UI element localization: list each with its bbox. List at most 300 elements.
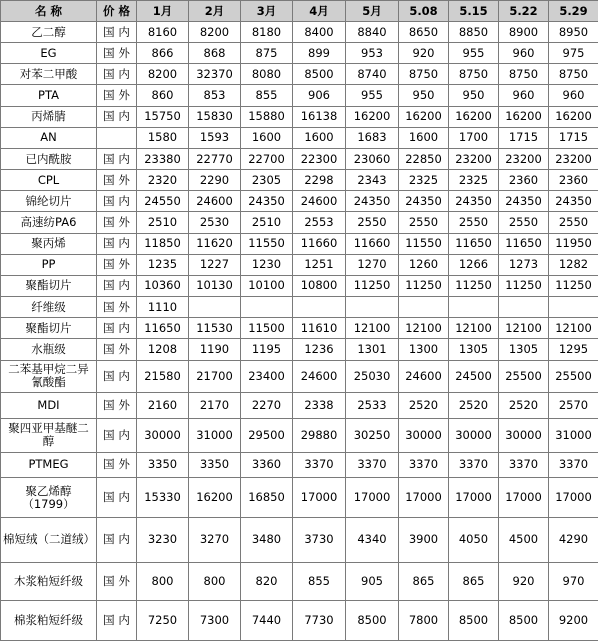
price-cell: 8650 <box>399 22 449 43</box>
price-cell <box>241 297 293 318</box>
price-cell: 7300 <box>189 600 241 640</box>
price-cell <box>549 297 598 318</box>
price-cell: 800 <box>189 562 241 600</box>
product-name-cell: AN <box>1 127 97 148</box>
price-cell: 899 <box>293 43 346 64</box>
price-cell: 29500 <box>241 418 293 452</box>
price-cell: 2550 <box>399 212 449 233</box>
price-cell: 1195 <box>241 339 293 360</box>
price-cell: 15330 <box>137 477 189 517</box>
price-cell: 2520 <box>499 393 549 418</box>
product-name-cell: 聚四亚甲基醚二醇 <box>1 418 97 452</box>
market-cell <box>97 127 137 148</box>
table-row <box>1 170 598 191</box>
price-cell: 950 <box>449 85 499 106</box>
price-cell: 30250 <box>346 418 399 452</box>
price-cell <box>346 297 399 318</box>
price-cell: 24600 <box>399 360 449 393</box>
price-cell: 8950 <box>549 22 598 43</box>
table-row <box>1 106 598 127</box>
price-cell: 11650 <box>499 233 549 254</box>
price-cell: 12100 <box>499 318 549 339</box>
price-cell: 8750 <box>449 64 499 85</box>
product-name-cell: 二苯基甲烷二异氰酸酯 <box>1 360 97 393</box>
price-cell: 17000 <box>293 477 346 517</box>
price-cell: 975 <box>549 43 598 64</box>
price-cell: 1683 <box>346 127 399 148</box>
price-cell: 1715 <box>549 127 598 148</box>
price-cell: 8180 <box>241 22 293 43</box>
price-cell: 2343 <box>346 170 399 191</box>
table-row <box>1 418 598 452</box>
price-cell: 955 <box>449 43 499 64</box>
header-month: 3月 <box>241 1 293 22</box>
price-cell: 1236 <box>293 339 346 360</box>
price-cell: 11250 <box>549 275 598 296</box>
header-name: 名 称 <box>1 1 97 22</box>
price-cell: 800 <box>137 562 189 600</box>
price-cell: 23060 <box>346 148 399 169</box>
product-name-cell: 丙烯腈 <box>1 106 97 127</box>
price-cell: 11250 <box>399 275 449 296</box>
table-row <box>1 148 598 169</box>
price-cell: 11660 <box>346 233 399 254</box>
price-cell: 1700 <box>449 127 499 148</box>
price-cell: 22850 <box>399 148 449 169</box>
price-cell: 3900 <box>399 518 449 562</box>
price-cell: 1305 <box>499 339 549 360</box>
price-cell: 15830 <box>189 106 241 127</box>
price-cell: 1190 <box>189 339 241 360</box>
header-month: 2月 <box>189 1 241 22</box>
price-cell: 1260 <box>399 254 449 275</box>
price-cell: 953 <box>346 43 399 64</box>
price-cell: 11550 <box>241 233 293 254</box>
price-cell: 2325 <box>449 170 499 191</box>
price-cell: 906 <box>293 85 346 106</box>
price-cell: 22770 <box>189 148 241 169</box>
price-cell: 4500 <box>499 518 549 562</box>
market-cell: 国 内 <box>97 64 137 85</box>
price-cell: 25030 <box>346 360 399 393</box>
price-cell: 21580 <box>137 360 189 393</box>
market-cell: 国 外 <box>97 254 137 275</box>
price-cell: 2550 <box>549 212 598 233</box>
price-cell: 2553 <box>293 212 346 233</box>
price-cell: 1600 <box>399 127 449 148</box>
product-name-cell: 锦纶切片 <box>1 191 97 212</box>
price-cell: 1305 <box>449 339 499 360</box>
market-cell: 国 内 <box>97 477 137 517</box>
price-cell: 30000 <box>499 418 549 452</box>
price-cell: 3360 <box>241 452 293 477</box>
price-cell: 8900 <box>499 22 549 43</box>
market-cell: 国 内 <box>97 360 137 393</box>
price-cell: 960 <box>499 85 549 106</box>
price-cell: 9200 <box>549 600 598 640</box>
header-date: 5.15 <box>449 1 499 22</box>
product-name-cell: 聚酯切片 <box>1 318 97 339</box>
price-cell: 8500 <box>293 64 346 85</box>
price-cell: 16200 <box>549 106 598 127</box>
price-cell: 15750 <box>137 106 189 127</box>
table-row <box>1 43 598 64</box>
price-cell: 2170 <box>189 393 241 418</box>
price-cell: 8750 <box>549 64 598 85</box>
price-cell: 865 <box>449 562 499 600</box>
table-row <box>1 562 598 600</box>
table-row <box>1 318 598 339</box>
table-row <box>1 64 598 85</box>
table-row <box>1 22 598 43</box>
price-cell: 3230 <box>137 518 189 562</box>
price-cell: 3350 <box>137 452 189 477</box>
price-cell: 11850 <box>137 233 189 254</box>
price-cell: 16200 <box>189 477 241 517</box>
price-cell: 1227 <box>189 254 241 275</box>
price-cell: 30000 <box>137 418 189 452</box>
price-cell: 30000 <box>449 418 499 452</box>
table-row <box>1 254 598 275</box>
price-cell: 1715 <box>499 127 549 148</box>
header-month: 4月 <box>293 1 346 22</box>
price-cell: 960 <box>549 85 598 106</box>
price-cell: 23200 <box>499 148 549 169</box>
price-cell <box>293 297 346 318</box>
price-cell: 1295 <box>549 339 598 360</box>
price-cell: 16850 <box>241 477 293 517</box>
product-name-cell: PP <box>1 254 97 275</box>
market-cell: 国 内 <box>97 191 137 212</box>
price-cell: 3370 <box>499 452 549 477</box>
product-name-cell: CPL <box>1 170 97 191</box>
price-cell <box>189 297 241 318</box>
product-name-cell: 聚乙烯醇（1799） <box>1 477 97 517</box>
price-cell: 3370 <box>293 452 346 477</box>
price-cell: 1600 <box>241 127 293 148</box>
price-cell: 10100 <box>241 275 293 296</box>
price-cell: 2550 <box>449 212 499 233</box>
price-cell: 1266 <box>449 254 499 275</box>
price-cell: 17000 <box>549 477 598 517</box>
price-cell: 22300 <box>293 148 346 169</box>
table-row <box>1 212 598 233</box>
price-cell: 16138 <box>293 106 346 127</box>
price-cell: 8500 <box>499 600 549 640</box>
price-cell: 17000 <box>449 477 499 517</box>
header-month: 5月 <box>346 1 399 22</box>
price-cell: 8740 <box>346 64 399 85</box>
price-cell: 2360 <box>549 170 598 191</box>
price-cell: 24600 <box>293 191 346 212</box>
market-cell: 国 内 <box>97 22 137 43</box>
market-cell: 国 内 <box>97 148 137 169</box>
price-cell <box>499 297 549 318</box>
price-cell: 16200 <box>499 106 549 127</box>
price-cell: 1110 <box>137 297 189 318</box>
table-row <box>1 360 598 393</box>
price-cell: 2325 <box>399 170 449 191</box>
price-cell: 868 <box>189 43 241 64</box>
price-cell: 24350 <box>499 191 549 212</box>
price-cell: 31000 <box>189 418 241 452</box>
price-cell <box>399 297 449 318</box>
price-cell: 920 <box>399 43 449 64</box>
price-cell: 24350 <box>399 191 449 212</box>
price-cell: 2510 <box>241 212 293 233</box>
product-name-cell: 高速纺PA6 <box>1 212 97 233</box>
price-cell: 1235 <box>137 254 189 275</box>
price-cell: 24350 <box>346 191 399 212</box>
price-cell: 10130 <box>189 275 241 296</box>
price-cell: 1230 <box>241 254 293 275</box>
product-name-cell: 木浆粕短纤级 <box>1 562 97 600</box>
price-cell: 2298 <box>293 170 346 191</box>
price-cell: 853 <box>189 85 241 106</box>
product-name-cell: EG <box>1 43 97 64</box>
product-name-cell: PTA <box>1 85 97 106</box>
price-cell: 11660 <box>293 233 346 254</box>
price-cell: 29880 <box>293 418 346 452</box>
price-cell: 11610 <box>293 318 346 339</box>
table-row <box>1 339 598 360</box>
price-cell: 25500 <box>549 360 598 393</box>
price-cell: 855 <box>293 562 346 600</box>
price-cell: 866 <box>137 43 189 64</box>
table-row <box>1 275 598 296</box>
market-cell: 国 内 <box>97 418 137 452</box>
price-cell: 2530 <box>189 212 241 233</box>
price-cell: 24350 <box>449 191 499 212</box>
product-name-cell: 聚丙烯 <box>1 233 97 254</box>
market-cell: 国 外 <box>97 212 137 233</box>
price-cell: 2533 <box>346 393 399 418</box>
price-cell: 2520 <box>449 393 499 418</box>
price-cell: 11650 <box>137 318 189 339</box>
price-cell: 2338 <box>293 393 346 418</box>
header-date: 5.22 <box>499 1 549 22</box>
price-cell: 3370 <box>449 452 499 477</box>
price-cell: 3370 <box>346 452 399 477</box>
price-cell: 23200 <box>449 148 499 169</box>
price-cell: 1580 <box>137 127 189 148</box>
product-name-cell: 棉浆粕短纤级 <box>1 600 97 640</box>
market-cell: 国 外 <box>97 170 137 191</box>
price-cell: 865 <box>399 562 449 600</box>
price-cell: 3480 <box>241 518 293 562</box>
price-cell: 2305 <box>241 170 293 191</box>
price-cell: 24600 <box>293 360 346 393</box>
price-cell: 8500 <box>449 600 499 640</box>
product-name-cell: 已内酰胺 <box>1 148 97 169</box>
price-cell: 24600 <box>189 191 241 212</box>
price-cell: 8200 <box>137 64 189 85</box>
market-cell: 国 内 <box>97 106 137 127</box>
price-cell: 11250 <box>449 275 499 296</box>
price-cell: 23380 <box>137 148 189 169</box>
product-name-cell: 聚酯切片 <box>1 275 97 296</box>
price-cell: 16200 <box>399 106 449 127</box>
price-cell: 7800 <box>399 600 449 640</box>
product-name-cell: PTMEG <box>1 452 97 477</box>
price-cell: 920 <box>499 562 549 600</box>
price-cell: 2360 <box>499 170 549 191</box>
table-row <box>1 518 598 562</box>
price-cell: 860 <box>137 85 189 106</box>
price-cell: 23400 <box>241 360 293 393</box>
price-cell: 2570 <box>549 393 598 418</box>
price-cell: 7250 <box>137 600 189 640</box>
header-market: 价 格 <box>97 1 137 22</box>
price-cell: 3370 <box>549 452 598 477</box>
price-cell: 8080 <box>241 64 293 85</box>
price-cell: 11250 <box>499 275 549 296</box>
table-row <box>1 452 598 477</box>
market-cell: 国 内 <box>97 233 137 254</box>
price-cell: 855 <box>241 85 293 106</box>
price-cell: 2160 <box>137 393 189 418</box>
price-cell: 11620 <box>189 233 241 254</box>
price-cell: 1282 <box>549 254 598 275</box>
price-cell: 1251 <box>293 254 346 275</box>
table-row <box>1 191 598 212</box>
product-name-cell: 水瓶级 <box>1 339 97 360</box>
price-cell: 11550 <box>399 233 449 254</box>
table-row <box>1 477 598 517</box>
product-name-cell: 乙二醇 <box>1 22 97 43</box>
price-cell: 21700 <box>189 360 241 393</box>
price-cell: 2270 <box>241 393 293 418</box>
price-cell: 2550 <box>499 212 549 233</box>
header-row <box>1 1 598 22</box>
price-cell: 875 <box>241 43 293 64</box>
table-row <box>1 85 598 106</box>
price-cell: 10360 <box>137 275 189 296</box>
price-cell: 23200 <box>549 148 598 169</box>
price-cell: 4050 <box>449 518 499 562</box>
market-cell: 国 外 <box>97 85 137 106</box>
market-cell: 国 外 <box>97 297 137 318</box>
price-cell: 2510 <box>137 212 189 233</box>
price-cell: 955 <box>346 85 399 106</box>
price-cell: 24350 <box>549 191 598 212</box>
price-cell: 1270 <box>346 254 399 275</box>
product-name-cell: 纤维级 <box>1 297 97 318</box>
price-cell: 1600 <box>293 127 346 148</box>
price-cell: 2320 <box>137 170 189 191</box>
price-cell: 8400 <box>293 22 346 43</box>
product-name-cell: 棉短绒（二道绒） <box>1 518 97 562</box>
table-row <box>1 600 598 640</box>
price-cell: 905 <box>346 562 399 600</box>
price-cell: 8750 <box>399 64 449 85</box>
price-cell: 7440 <box>241 600 293 640</box>
market-cell: 国 内 <box>97 600 137 640</box>
market-cell: 国 外 <box>97 562 137 600</box>
market-cell: 国 外 <box>97 452 137 477</box>
table-row <box>1 127 598 148</box>
price-cell: 11500 <box>241 318 293 339</box>
price-cell: 11950 <box>549 233 598 254</box>
price-cell <box>449 297 499 318</box>
price-cell: 1273 <box>499 254 549 275</box>
price-cell: 820 <box>241 562 293 600</box>
price-cell: 31000 <box>549 418 598 452</box>
price-cell: 3350 <box>189 452 241 477</box>
price-cell: 1301 <box>346 339 399 360</box>
price-cell: 1300 <box>399 339 449 360</box>
price-cell: 25500 <box>499 360 549 393</box>
price-cell: 8200 <box>189 22 241 43</box>
header-date: 5.29 <box>549 1 598 22</box>
price-cell: 3370 <box>399 452 449 477</box>
price-cell: 8850 <box>449 22 499 43</box>
price-cell: 12100 <box>549 318 598 339</box>
price-cell: 10800 <box>293 275 346 296</box>
price-cell: 24550 <box>137 191 189 212</box>
price-cell: 16200 <box>346 106 399 127</box>
table-row <box>1 297 598 318</box>
price-cell: 12100 <box>449 318 499 339</box>
price-cell: 2550 <box>346 212 399 233</box>
header-month: 1月 <box>137 1 189 22</box>
price-cell: 12100 <box>399 318 449 339</box>
price-cell: 3730 <box>293 518 346 562</box>
price-cell: 17000 <box>346 477 399 517</box>
price-cell: 4340 <box>346 518 399 562</box>
price-cell: 17000 <box>499 477 549 517</box>
price-cell: 17000 <box>399 477 449 517</box>
market-cell: 国 外 <box>97 393 137 418</box>
price-cell: 11250 <box>346 275 399 296</box>
price-cell: 7730 <box>293 600 346 640</box>
price-cell: 3270 <box>189 518 241 562</box>
header-date: 5.08 <box>399 1 449 22</box>
price-cell: 8160 <box>137 22 189 43</box>
market-cell: 国 内 <box>97 318 137 339</box>
price-cell: 8750 <box>499 64 549 85</box>
price-cell: 24500 <box>449 360 499 393</box>
product-name-cell: 对苯二甲酸 <box>1 64 97 85</box>
price-cell: 30000 <box>399 418 449 452</box>
price-cell: 11530 <box>189 318 241 339</box>
price-cell: 950 <box>399 85 449 106</box>
price-cell: 4290 <box>549 518 598 562</box>
market-cell: 国 外 <box>97 43 137 64</box>
price-cell: 15880 <box>241 106 293 127</box>
price-cell: 24350 <box>241 191 293 212</box>
price-cell: 16200 <box>449 106 499 127</box>
price-cell: 32370 <box>189 64 241 85</box>
price-cell: 970 <box>549 562 598 600</box>
market-cell: 国 外 <box>97 339 137 360</box>
price-cell: 12100 <box>346 318 399 339</box>
price-cell: 11650 <box>449 233 499 254</box>
product-name-cell: MDI <box>1 393 97 418</box>
table-row <box>1 393 598 418</box>
price-cell: 1593 <box>189 127 241 148</box>
price-cell: 1208 <box>137 339 189 360</box>
price-cell: 960 <box>499 43 549 64</box>
market-cell: 国 内 <box>97 275 137 296</box>
price-cell: 2520 <box>399 393 449 418</box>
price-cell: 8500 <box>346 600 399 640</box>
price-cell: 22700 <box>241 148 293 169</box>
market-cell: 国 内 <box>97 518 137 562</box>
table-row <box>1 233 598 254</box>
price-cell: 8840 <box>346 22 399 43</box>
price-cell: 2290 <box>189 170 241 191</box>
